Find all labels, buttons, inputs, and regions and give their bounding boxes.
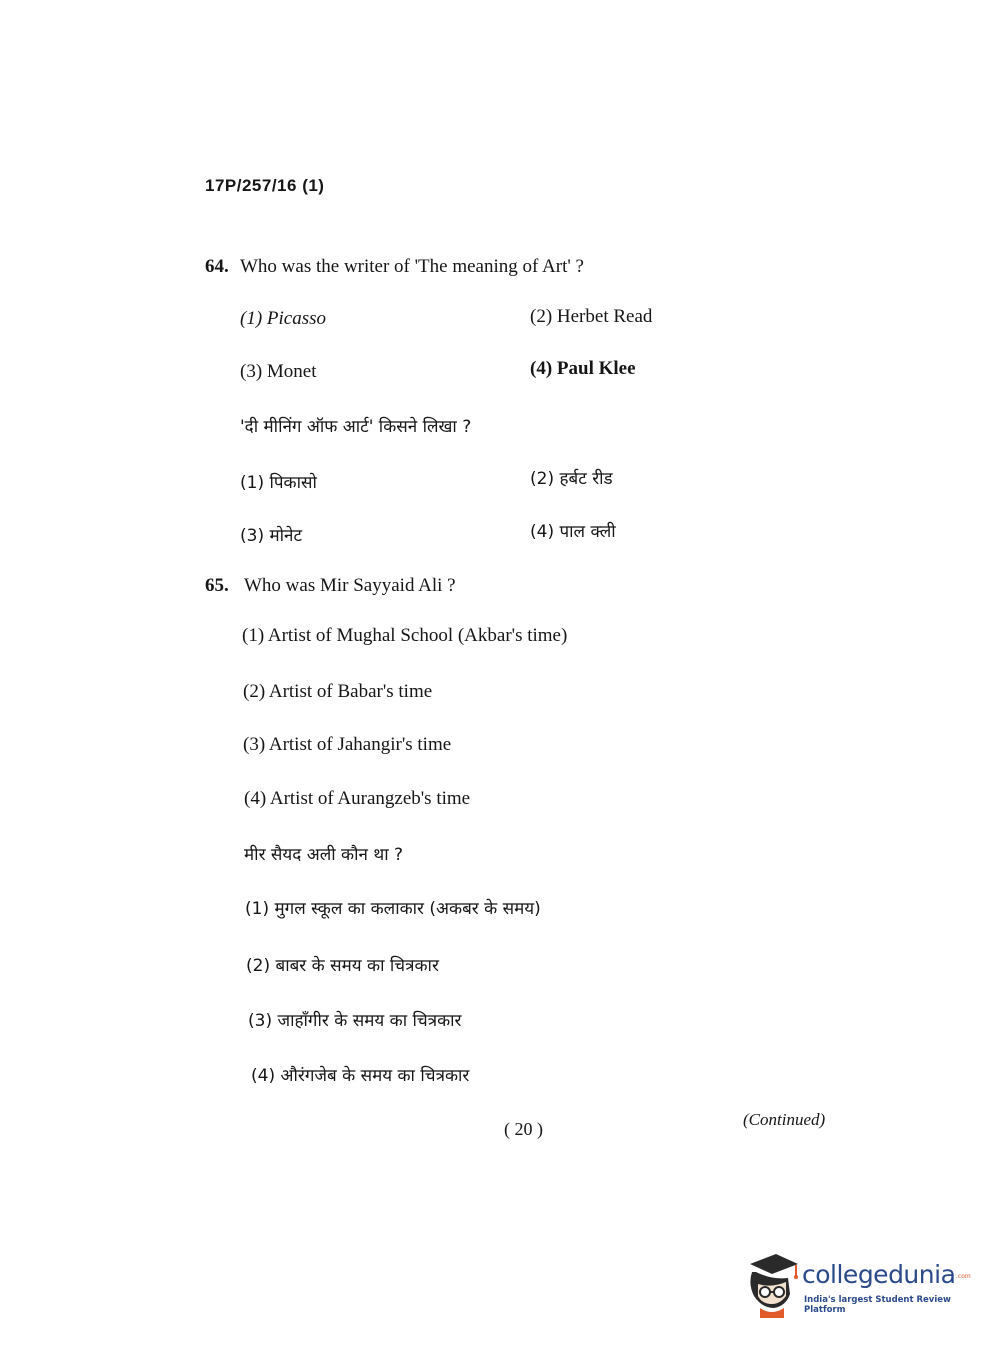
option-4-en: (4) Artist of Aurangzeb's time <box>244 788 471 809</box>
mascot-icon <box>742 1250 802 1318</box>
question-number: 64. <box>205 256 229 277</box>
question-text-hi: 'दी मीनिंग ऑफ आर्ट' किसने लिखा ? <box>240 417 472 437</box>
question-number: 65. <box>205 575 229 596</box>
option-2-hi: (2) हर्बट रीड <box>530 469 613 489</box>
logo-domain-suffix: .com <box>956 1273 971 1280</box>
page-number: ( 20 ) <box>504 1119 543 1139</box>
option-1-en: (1) Artist of Mughal School (Akbar's time) <box>242 625 568 646</box>
option-3-hi: (3) मोनेट <box>240 526 303 546</box>
paper-code: 17P/257/16 (1) <box>205 176 325 195</box>
option-4-en: (4) Paul Klee <box>530 358 636 379</box>
collegedunia-logo <box>742 1250 972 1320</box>
continued-label: (Continued) <box>743 1110 826 1129</box>
logo-tagline: India's largest Student Review Platform <box>804 1295 951 1315</box>
option-3-en: (3) Artist of Jahangir's time <box>243 734 452 755</box>
question-text-en: Who was Mir Sayyaid Ali ? <box>244 575 456 596</box>
option-2-hi: (2) बाबर के समय का चित्रकार <box>246 956 439 976</box>
option-2-en: (2) Artist of Babar's time <box>243 681 433 702</box>
logo-name: collegedunia <box>802 1260 956 1289</box>
option-3-hi: (3) जाहाँगीर के समय का चित्रकार <box>248 1011 462 1031</box>
option-1-hi: (1) पिकासो <box>240 473 317 493</box>
option-1-en: (1) Picasso <box>240 308 327 329</box>
question-text-en: Who was the writer of 'The meaning of Art' ? <box>240 256 584 277</box>
option-1-hi: (1) मुगल स्कूल का कलाकार (अकबर के समय) <box>245 899 541 919</box>
question-text-hi: मीर सैयद अली कौन था ? <box>244 845 404 865</box>
option-4-hi: (4) औरंगजेब के समय का चित्रकार <box>251 1066 470 1086</box>
option-2-en: (2) Herbet Read <box>530 306 653 327</box>
option-3-en: (3) Monet <box>240 361 317 382</box>
option-4-hi: (4) पाल क्ली <box>530 522 616 542</box>
